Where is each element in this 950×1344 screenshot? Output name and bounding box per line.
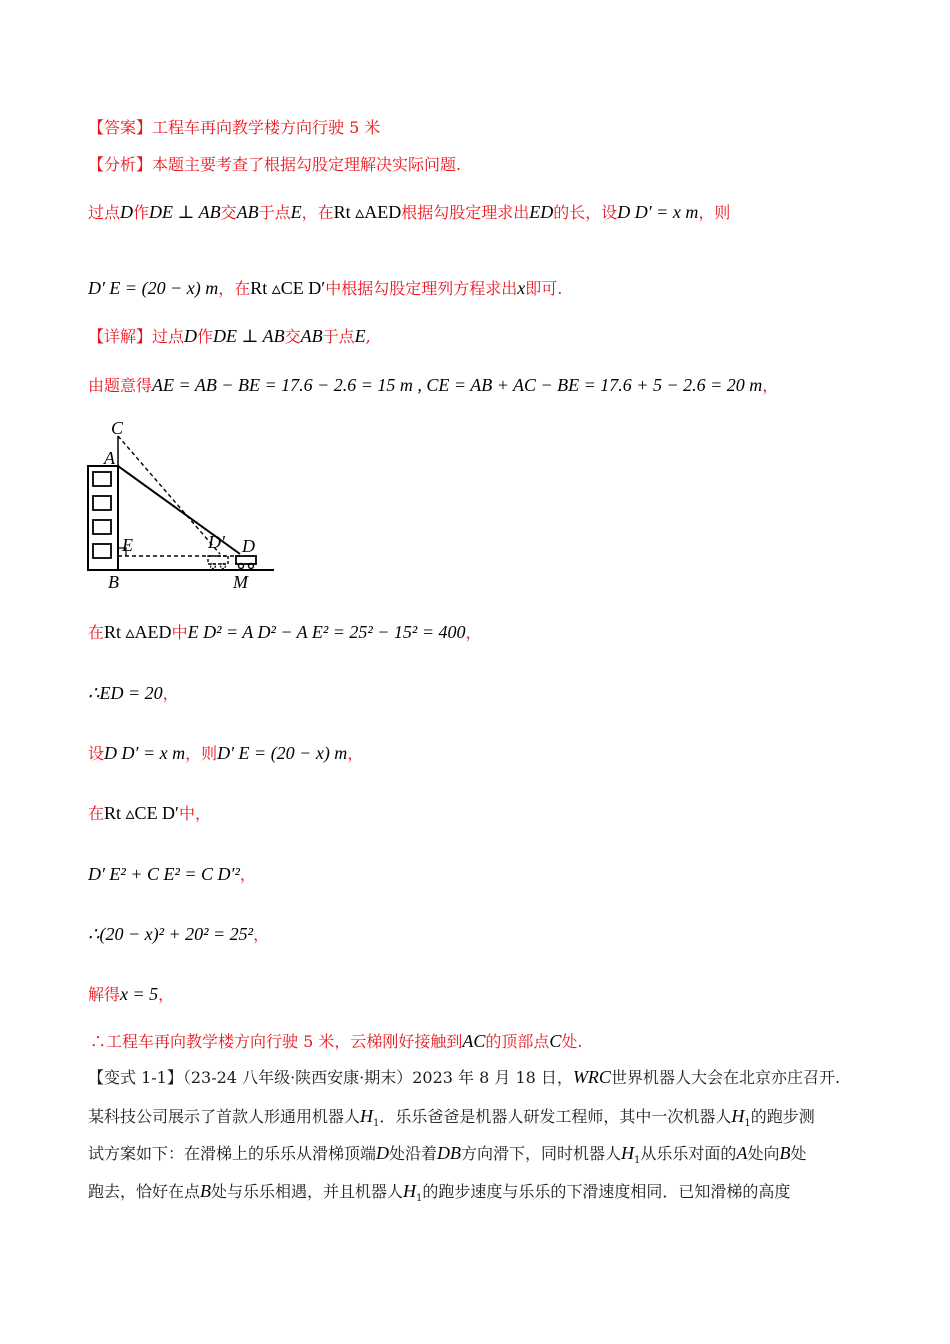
- math: H: [731, 1106, 745, 1126]
- detail-line-4: [88, 681, 179, 706]
- subscript: 1: [416, 1193, 423, 1204]
- text: 从乐乐对面的: [640, 1144, 737, 1163]
- text: 中根据勾股定理列方程求出: [325, 279, 518, 298]
- analysis-text: 本题主要考查了根据勾股定理解决实际问题.: [152, 155, 462, 174]
- text: ,: [365, 327, 371, 346]
- text: ，: [347, 744, 364, 763]
- math: A: [736, 1143, 748, 1163]
- label-e: E: [122, 535, 133, 555]
- label-a: A: [104, 448, 115, 468]
- math: D: [376, 1143, 390, 1163]
- variant-line-4: [88, 1179, 790, 1204]
- text: 根据勾股定理求出: [401, 203, 530, 222]
- text: ，则: [185, 744, 218, 763]
- text: 跑去，恰好在点: [88, 1182, 201, 1201]
- math: B: [200, 1181, 212, 1201]
- text: 处: [790, 1144, 807, 1163]
- math: D: [184, 326, 198, 346]
- variant-line-2: [88, 1104, 815, 1129]
- text: ，: [465, 623, 482, 642]
- window-1: [93, 472, 111, 486]
- answer-tag: 【答案】: [88, 118, 153, 137]
- math: D D′ = x m: [104, 743, 186, 763]
- text: 交: [220, 203, 237, 222]
- variant-line-3: [88, 1141, 806, 1166]
- text: ∴工程车再向教学楼方向行驶 5 米，云梯刚好接触到: [90, 1032, 463, 1051]
- text: 的长，设: [553, 203, 618, 222]
- analysis-line-1: [88, 200, 730, 225]
- math: D D′ = x m: [617, 202, 699, 222]
- math: Rt ▵CE D′: [250, 278, 326, 298]
- answer-text: 工程车再向教学楼方向行驶 5 米: [152, 118, 381, 137]
- math: H: [360, 1106, 374, 1126]
- text: 过点: [88, 203, 121, 222]
- subscript: 1: [634, 1155, 641, 1166]
- math: x = 5: [120, 984, 159, 1004]
- text: 于点: [258, 203, 291, 222]
- label-m: M: [233, 572, 248, 592]
- label-b: B: [108, 572, 119, 592]
- math: ED: [529, 202, 554, 222]
- math: AB: [300, 326, 323, 346]
- math: C: [549, 1031, 562, 1051]
- variant-line-1: [88, 1065, 840, 1090]
- text: 某科技公司展示了首款人形通用机器人: [88, 1107, 361, 1126]
- math: DB: [437, 1143, 462, 1163]
- detail-line-6: [88, 801, 211, 826]
- math: DE ⊥ AB: [213, 326, 285, 346]
- math: E D² = A D² − A E² = 25² − 15² = 400: [187, 622, 466, 642]
- math: Rt ▵AED: [333, 202, 402, 222]
- math: AB: [236, 202, 259, 222]
- text: 试方案如下：在滑梯上的乐乐从滑梯顶端: [88, 1144, 377, 1163]
- text: ，: [253, 925, 270, 944]
- text: ，则: [698, 203, 731, 222]
- math: E: [290, 202, 302, 222]
- label-d-prime: D′: [208, 532, 225, 552]
- subscript: 1: [373, 1118, 380, 1129]
- text: 中: [171, 623, 188, 642]
- text: （23-24 八年级·陕西安康·期末）2023 年 8 月 18 日，: [182, 1068, 573, 1087]
- text: 交: [284, 327, 301, 346]
- math: D′ E² + C E² = C D′²: [88, 864, 240, 884]
- detail-line-1: [88, 324, 371, 349]
- window-4: [93, 544, 111, 558]
- label-d: D: [242, 536, 255, 556]
- text: 处.: [561, 1032, 583, 1051]
- text: 于点: [322, 327, 355, 346]
- text: ，: [762, 376, 779, 395]
- answer-line: [88, 116, 380, 140]
- text: 过点: [152, 327, 185, 346]
- geometry-figure: [80, 414, 280, 594]
- window-3: [93, 520, 111, 534]
- variant-tag: 【变式 1-1】: [88, 1068, 183, 1087]
- math: WRC: [572, 1067, 611, 1087]
- text: 的顶部点: [485, 1032, 550, 1051]
- math: H: [621, 1143, 635, 1163]
- text: 在: [88, 804, 105, 823]
- detail-line-2: [88, 373, 778, 398]
- text: ．乐乐爸爸是机器人研发工程师，其中一次机器人: [379, 1107, 732, 1126]
- math: AC: [462, 1031, 486, 1051]
- text: ，: [162, 684, 179, 703]
- math: DE ⊥ AB: [149, 202, 221, 222]
- subscript: 1: [744, 1118, 751, 1129]
- text: ，: [158, 985, 175, 1004]
- math: D′ E = (20 − x) m: [88, 278, 219, 298]
- text: 处与乐乐相遇，并且机器人: [211, 1182, 404, 1201]
- text: 方向滑下，同时机器人: [461, 1144, 622, 1163]
- text: 处沿着: [389, 1144, 438, 1163]
- truck-d: [236, 556, 256, 564]
- text: 作: [197, 327, 214, 346]
- analysis-tag: 【分析】: [88, 155, 153, 174]
- math: D′ E = (20 − x) m: [217, 743, 348, 763]
- math: ∴ED = 20: [88, 683, 163, 703]
- math: ∴(20 − x)² + 20² = 25²: [88, 924, 254, 944]
- detail-line-10: [90, 1029, 583, 1054]
- math: Rt ▵CE D′: [104, 803, 179, 823]
- math: H: [403, 1181, 417, 1201]
- text: 即可.: [525, 279, 563, 298]
- text: 中，: [179, 804, 212, 823]
- detail-line-3: [88, 620, 482, 645]
- window-2: [93, 496, 111, 510]
- text: 在: [88, 623, 105, 642]
- truck-d-prime: [208, 556, 228, 564]
- math: E: [354, 326, 366, 346]
- math: B: [779, 1143, 791, 1163]
- text: ，: [239, 865, 256, 884]
- detail-line-8: [88, 922, 269, 947]
- ladder-cd-prime: [118, 436, 220, 554]
- analysis-line: [88, 153, 461, 177]
- text: 的跑步速度与乐乐的下滑速度相同．已知滑梯的高度: [422, 1182, 791, 1201]
- math: Rt ▵AED: [104, 622, 172, 642]
- detail-line-5: [88, 741, 363, 766]
- text: 处向: [747, 1144, 780, 1163]
- text: 解得: [88, 985, 121, 1004]
- detail-tag: 【详解】: [88, 327, 153, 346]
- label-c: C: [111, 418, 124, 438]
- math: AE = AB − BE = 17.6 − 2.6 = 15 m , CE = AB + AC − BE = 17.6 + 5 − 2.6 = 20 m: [152, 375, 763, 395]
- detail-line-9: [88, 982, 174, 1007]
- analysis-line-2: [88, 276, 562, 301]
- math: D: [120, 202, 134, 222]
- text: 的跑步测: [750, 1107, 815, 1126]
- text: 世界机器人大会在北京亦庄召开.: [610, 1068, 841, 1087]
- detail-line-7: [88, 862, 256, 887]
- text: ，在: [218, 279, 251, 298]
- math: x: [517, 278, 526, 298]
- text: ，在: [301, 203, 334, 222]
- text: 作: [133, 203, 150, 222]
- text: 设: [88, 744, 105, 763]
- text: 由题意得: [88, 376, 153, 395]
